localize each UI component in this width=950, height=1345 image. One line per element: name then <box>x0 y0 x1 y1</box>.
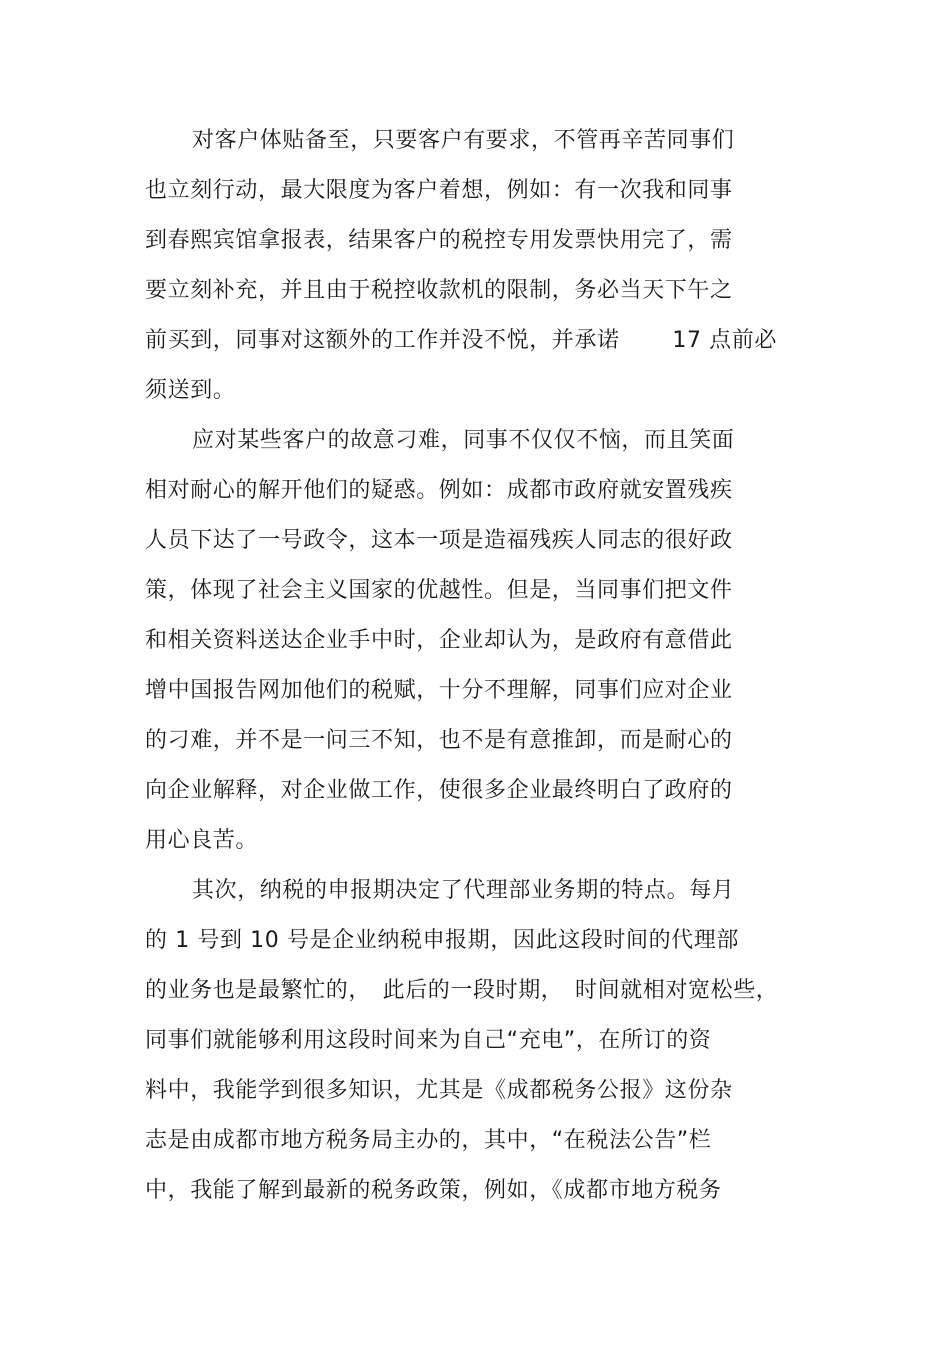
text-line: 前买到，同事对这额外的工作并没不悦，并承诺 17 点前必 <box>145 328 777 353</box>
text-line: 人员下达了一号政令，这本一项是造福残疾人同志的很好政 <box>145 528 733 553</box>
text-line: 用心良苦。 <box>145 828 259 853</box>
text-line: 的刁难，并不是一问三不知，也不是有意推卸，而是耐心的 <box>145 728 733 753</box>
text-line: 的业务也是最繁忙的， 此后的一段时期， 时间就相对宽松些， <box>145 978 779 1003</box>
text-line: 志是由成都市地方税务局主办的，其中，“在税法公告”栏 <box>145 1128 712 1153</box>
text-line: 料中，我能学到很多知识，尤其是《成都税务公报》这份杂 <box>145 1078 733 1103</box>
text-line: 的 1 号到 10 号是企业纳税申报期，因此这段时间的代理部 <box>145 928 739 953</box>
text-line: 向企业解释，对企业做工作，使很多企业最终明白了政府的 <box>145 778 733 803</box>
text-line: 须送到。 <box>145 378 236 403</box>
text-line: 应对某些客户的故意刁难，同事不仅仅不恼，而且笑面 <box>192 428 735 453</box>
text-line: 对客户体贴备至，只要客户有要求，不管再辛苦同事们 <box>192 128 735 153</box>
text-line: 同事们就能够利用这段时间来为自己“充电”，在所订的资 <box>145 1028 712 1053</box>
text-line: 中，我能了解到最新的税务政策，例如，《成都市地方税务 <box>145 1178 722 1203</box>
text-line: 到春熙宾馆拿报表，结果客户的税控专用发票快用完了，需 <box>145 228 733 253</box>
text-line: 也立刻行动，最大限度为客户着想，例如：有一次我和同事 <box>145 178 733 203</box>
text-line: 和相关资料送达企业手中时，企业却认为，是政府有意借此 <box>145 628 733 653</box>
text-line: 要立刻补充，并且由于税控收款机的限制，务必当天下午之 <box>145 278 733 303</box>
text-line: 相对耐心的解开他们的疑惑。例如：成都市政府就安置残疾 <box>145 478 733 503</box>
text-line: 增中国报告网加他们的税赋，十分不理解，同事们应对企业 <box>145 678 733 703</box>
text-line: 其次，纳税的申报期决定了代理部业务期的特点。每月 <box>192 878 735 903</box>
text-line: 策，体现了社会主义国家的优越性。但是，当同事们把文件 <box>145 578 733 603</box>
